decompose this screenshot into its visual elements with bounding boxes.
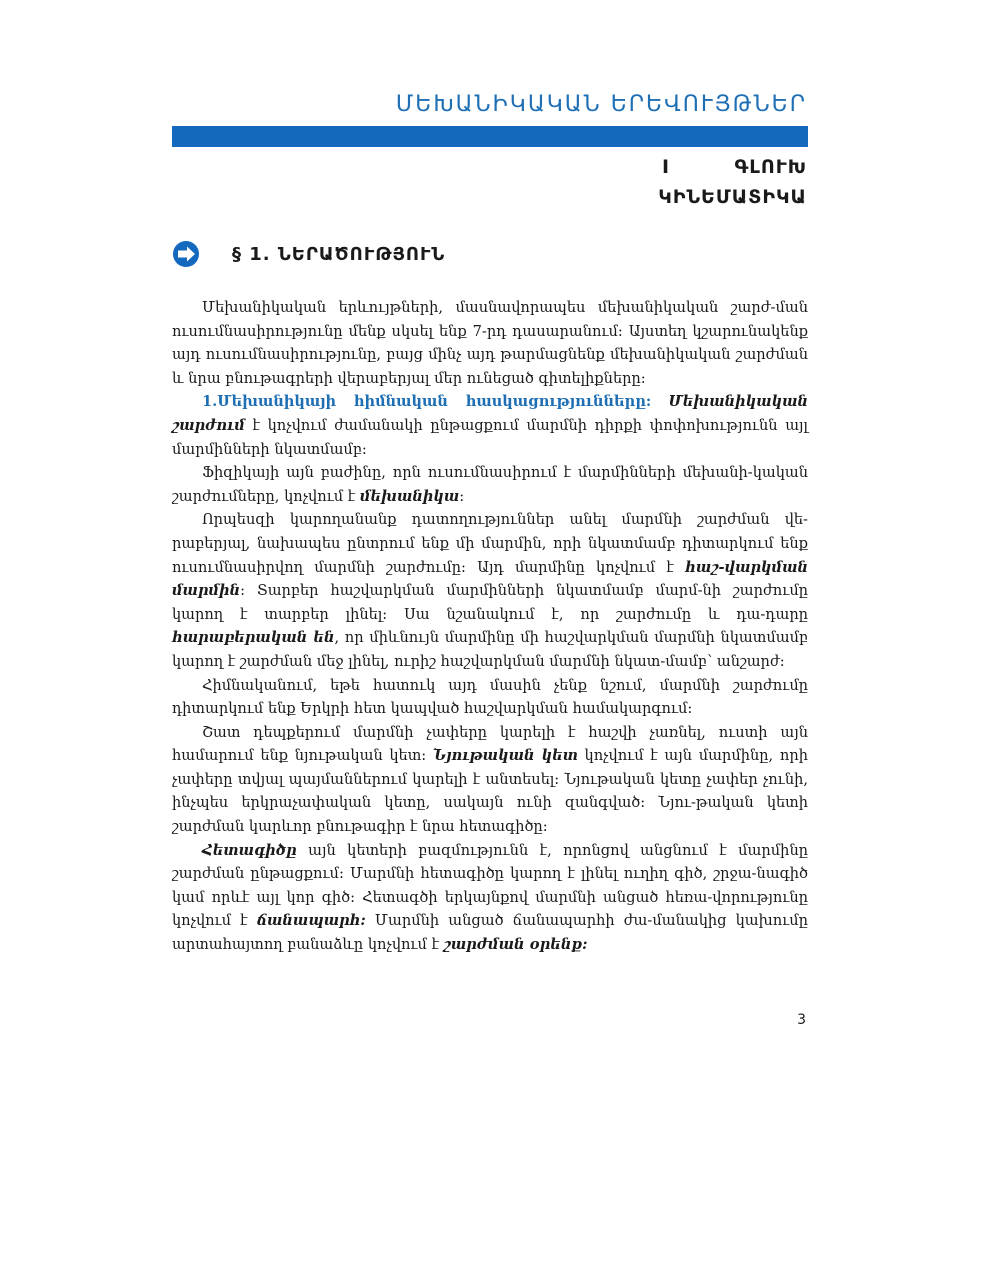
paragraph-basic-concepts [172,390,808,461]
chapter-number: I [662,156,671,178]
paragraph-text: : [459,487,465,505]
subsection-heading: 1.Մեխանիկայի հիմնական հասկացությունները: [202,393,652,411]
paragraph-text: Մարմնի անցած ճանապարհի ժա-մանակից կախումը արտահայտող բանաձևը կոչվում է [172,912,808,954]
term-law-of-motion: շարժման օրենք: [443,936,588,954]
chapter-heading [658,152,807,212]
paragraph-text: Մեխանիկական երևույթների, մասնավորապես մեխանիկական շարժ-ման ուսումնասիրությունը մենք սկսել ենք 7-րդ դասարանում: Այստեղ կշարունակենք այդ ուսումնասիրությունը, բայց մինչ այդ թարմացնենք մեխանիկական շարժման և նրա բնութագրերի վերաբերյալ մեր ունեցած գիտելիքները: [172,299,808,387]
paragraph-text: : Տարբեր հաշվարկման մարմինների նկատմամբ մարմ-նի շարժումը կարող է տարբեր լինել: Սա նշանակում է, որ շարժումը և դա-դարը [172,582,808,623]
header-bar [172,126,808,147]
paragraph-earth-frame [172,674,808,721]
term-mechanics: մեխանիկա [359,487,460,505]
paragraph-text: կոչվում է այն մարմինը, որի չափերը տվյալ պայմաններում կարելի է անտեսել: Նյութական կետը չափեր չունի, ինչպես երկրաչափական կետը, սակայն ունի զանգված: Նյու-թական կետի շարժման կարևոր բնութագիր է նրա հետագիծը: [172,747,808,836]
paragraph-mechanics [172,461,808,508]
paragraph-text: այն կետերի բազմությունն է, որոնցով անցնում է մարմինը շարժման ընթացքում: Մարմնի հետագիծը կարող է լինել ուղիղ գիծ, շրջա-նագիծ կամ որևէ այլ կոր գիծ: Հետագծի երկայնքով մարմնի անցած հեռա-վորությունը կոչվում է [172,841,808,930]
term-trajectory: Հետագիծը [202,841,297,859]
paragraph-text: , որ միևնույն մարմինը մի հաշվարկման մարմնի նկատմամբ կարող է շարժման մեջ լինել, ուրիշ հաշվարկման մարմնի նկատ-մամբ՝ անշարժ: [172,629,808,670]
chapter-name: ԿԻՆԵՄԱՏԻԿԱ [658,186,807,208]
section-title: § 1. ՆԵՐԱԾՈՒԹՅՈՒՆ [232,243,446,265]
term-relative: հարաբերական են [172,629,335,647]
chapter-number-line [662,152,807,182]
paragraph-material-point [172,721,808,839]
paragraph-text: Հիմնականում, եթե հատուկ այդ մասին չենք նշում, մարմնի շարժումը դիտարկում ենք Երկրի հետ կապված հաշվարկման համակարգում: [172,676,808,718]
paragraph-text: է կոչվում ժամանակի ընթացքում մարմնի դիրքի փոփոխությունն այլ մարմինների նկատմամբ: [172,416,808,458]
term-material-point: Նյութական կետ [432,747,578,765]
term-reference-body: հաշ-վարկման մարմին [172,558,808,600]
term-path: ճանապարհ: [256,912,366,930]
paragraph-text: Շատ դեպքերում մարմնի չափերը կարելի է հաշվի չառնել, ուստի այն համարում ենք նյութական կետ: [172,723,808,765]
paragraph-intro [172,296,808,390]
arrow-right-circle-icon [172,240,200,268]
paragraph-trajectory [172,839,808,957]
chapter-word: ԳԼՈՒԽ [734,156,807,178]
paragraph-reference-body [172,508,808,673]
running-title: ՄԵԽԱՆԻԿԱԿԱՆ ԵՐԵՎՈՒՅԹՆԵՐ [395,92,807,117]
body-text [172,296,808,957]
paragraph-text: Որպեսզի կարողանանք դատողություններ անել մարմնի շարժման վե-րաբերյալ, նախապես ընտրում ենք մի մարմին, որի նկատմամբ դիտարկում ենք ուսումնասիրվող մարմնի շարժումը: Այդ մարմինը կոչվում է [172,511,808,576]
term-mechanical-motion: Մեխանիկական շարժում [172,393,809,434]
page-number: 3 [797,1012,806,1028]
paragraph-text: Ֆիզիկայի այն բաժինը, որն ուսումնասիրում է մարմինների մեխանի-կական շարժումները, կոչվում է [172,464,808,505]
section-heading [172,240,445,268]
